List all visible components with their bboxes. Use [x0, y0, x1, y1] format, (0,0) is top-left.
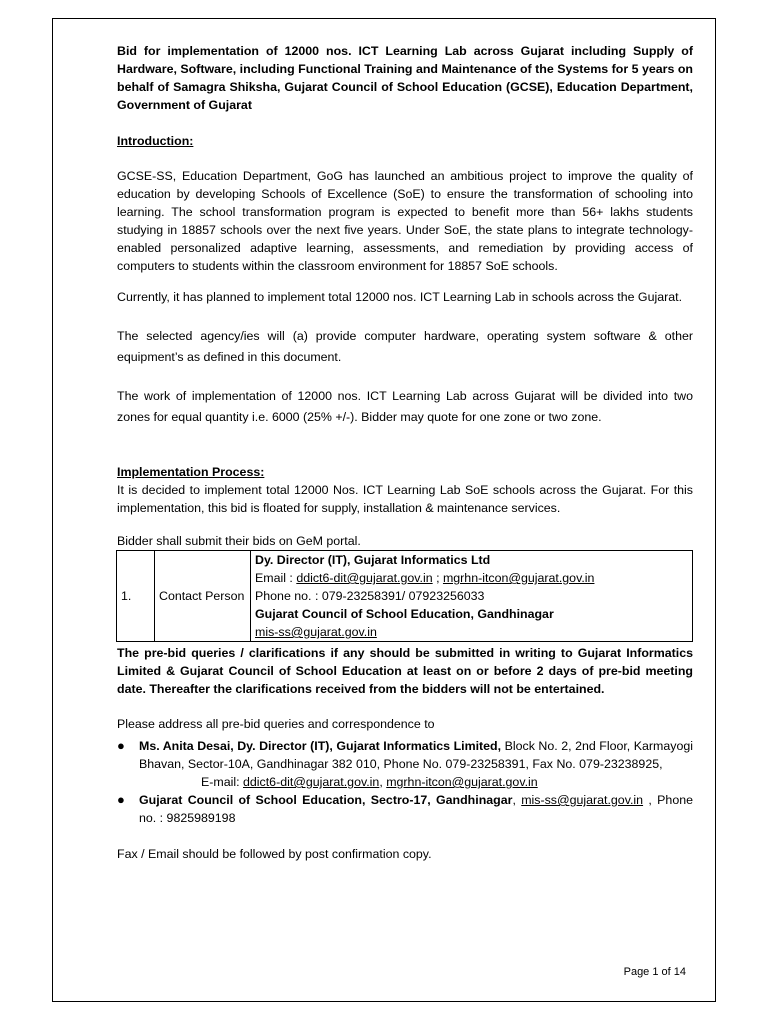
- email-label: E-mail:: [201, 775, 243, 789]
- intro-paragraph-1: GCSE-SS, Education Department, GoG has launched an ambitious project to improve the quality of education by developing Schools of Excellence (SoE) to ensure the transformation of schooling into learning. The school transformation program is expected to benefit more than 56+ lakhs students studying in 18857 schools over the next five years. Under SoE, the state plans to integrate technology-enabled personalized adaptive learning, assessments, and remediation by providing access of computers to students within the classroom environment for 18857 SoE schools.: [117, 169, 693, 273]
- address-list: [117, 737, 693, 827]
- page-number: Page 1 of 14: [623, 966, 686, 978]
- implementation-heading: Implementation Process:: [117, 465, 265, 479]
- list-item: [117, 737, 693, 791]
- contact-email-row: [139, 773, 693, 791]
- introduction-heading: Introduction:: [117, 134, 194, 148]
- implementation-paragraph: It is decided to implement total 12000 Nos. ICT Learning Lab SoE schools across the Gujarat. For this implementation, this bid is floated for supply, installation & maintenance services.: [117, 483, 693, 515]
- bullet-icon: ●: [117, 738, 125, 753]
- intro-paragraph-3: The selected agency/ies will (a) provide computer hardware, operating system software & other equipment’s as defined in this document.: [117, 329, 693, 364]
- email-link-mis-ss[interactable]: mis-ss@gujarat.gov.in: [255, 625, 377, 639]
- email-link-mis-ss[interactable]: mis-ss@gujarat.gov.in: [521, 793, 644, 807]
- contact-name: Ms. Anita Desai, Dy. Director (IT), Gujarat Informatics Limited,: [139, 739, 502, 753]
- address-intro: Please address all pre-bid queries and correspondence to: [117, 717, 435, 731]
- row-number: 1.: [117, 551, 155, 642]
- document-body: [117, 42, 693, 863]
- document-title: Bid for implementation of 12000 nos. ICT Learning Lab across Gujarat including Supply of Hardware, Software, including Functional Training and Maintenance of the Systems for 5 years on behalf of Samagra Shiksha, Gujarat Council of School Education (GCSE), Education Department, Government of Gujarat: [117, 44, 693, 112]
- council-name: Gujarat Council of School Education, Sectro-17, Gandhinagar: [139, 793, 513, 807]
- contact-address: Block No. 2, 2nd Floor, Karmayogi Bhavan, Sector-10A, Gandhinagar 382 010, Phone No. 079-23258391, Fax No. 079-23238925,: [139, 739, 693, 771]
- email-link-ddict6[interactable]: ddict6-dit@gujarat.gov.in: [296, 571, 433, 585]
- fax-note: Fax / Email should be followed by post confirmation copy.: [117, 847, 432, 861]
- email-separator: ;: [432, 571, 443, 585]
- list-item: [117, 791, 693, 827]
- contact-person-label: Contact Person: [155, 551, 251, 642]
- contact-phone: Phone no. : 079-23258391/ 07923256033: [255, 589, 485, 603]
- contact-org-1: Dy. Director (IT), Gujarat Informatics Ltd: [255, 553, 491, 567]
- bid-submission-note: Bidder shall submit their bids on GeM portal.: [117, 534, 361, 548]
- contact-details: [251, 551, 693, 642]
- bullet-icon: ●: [117, 792, 125, 807]
- intro-paragraph-4: The work of implementation of 12000 nos. ICT Learning Lab across Gujarat will be divided into two zones for equal quantity i.e. 6000 (25% +/-). Bidder may quote for one zone or two zone.: [117, 389, 693, 424]
- table-row: [117, 551, 693, 642]
- email-prefix: Email :: [255, 571, 297, 585]
- contact-table: [116, 550, 693, 642]
- prebid-notice: The pre-bid queries / clarifications if any should be submitted in writing to Gujarat Informatics Limited & Gujarat Council of School Education at least on or before 2 days of pre-bid meeting date. Thereafter the clarifications received from the bidders will not be entertained.: [117, 646, 693, 696]
- email-link-mgrhn[interactable]: mgrhn-itcon@gujarat.gov.in: [386, 775, 538, 789]
- email-link-mgrhn[interactable]: mgrhn-itcon@gujarat.gov.in: [442, 571, 595, 585]
- email-separator: ,: [379, 775, 387, 789]
- intro-paragraph-2: Currently, it has planned to implement total 12000 nos. ICT Learning Lab in schools across the Gujarat.: [117, 290, 683, 304]
- council-phone: , Phone no. : 9825989198: [139, 793, 693, 825]
- contact-org-2: Gujarat Council of School Education, Gandhinagar: [255, 607, 554, 621]
- contact-email-line: [255, 569, 688, 587]
- separator: ,: [512, 793, 522, 807]
- email-link-ddict6[interactable]: ddict6-dit@gujarat.gov.in: [243, 775, 380, 789]
